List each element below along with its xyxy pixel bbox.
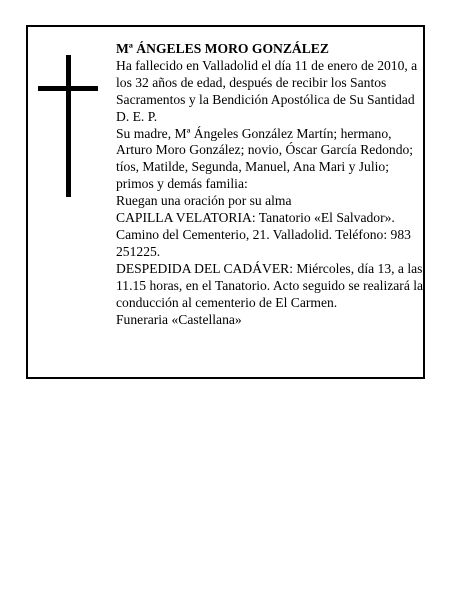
deceased-name: Mª ÁNGELES MORO GONZÁLEZ bbox=[116, 41, 329, 56]
family-list: Su madre, Mª Ángeles González Martín; hermano, Arturo Moro González; novio, Óscar García Redondo; tíos, Matilde, Segunda, Manuel, Ana Mari y Julio; primos y demás familia: bbox=[116, 125, 414, 192]
funeral-home: Funeraria «Castellana» bbox=[116, 311, 242, 327]
obituary-notice bbox=[26, 25, 425, 379]
prayer-request: Ruegan una oración por su alma bbox=[116, 193, 292, 209]
rip-line: D. E. P. bbox=[116, 108, 158, 124]
obituary-text bbox=[116, 41, 426, 328]
farewell-info: DESPEDIDA DEL CADÁVER: Miércoles, día 13, a las 11.15 horas, en el Tanatorio. Acto seguido se realizará la conducción al cementerio de El Carmen. bbox=[116, 260, 424, 310]
cross-horizontal-bar bbox=[38, 86, 98, 91]
chapel-info: CAPILLA VELATORIA: Tanatorio «El Salvador». Camino del Cementerio, 21. Valladolid. Teléfono: 983 251225. bbox=[116, 210, 411, 259]
cross-vertical-bar bbox=[66, 55, 71, 197]
death-announcement: Ha fallecido en Valladolid el día 11 de enero de 2010, a los 32 años de edad, después de recibir los Santos Sacramentos y la Bendición Apostólica de Su Santidad bbox=[116, 57, 418, 107]
